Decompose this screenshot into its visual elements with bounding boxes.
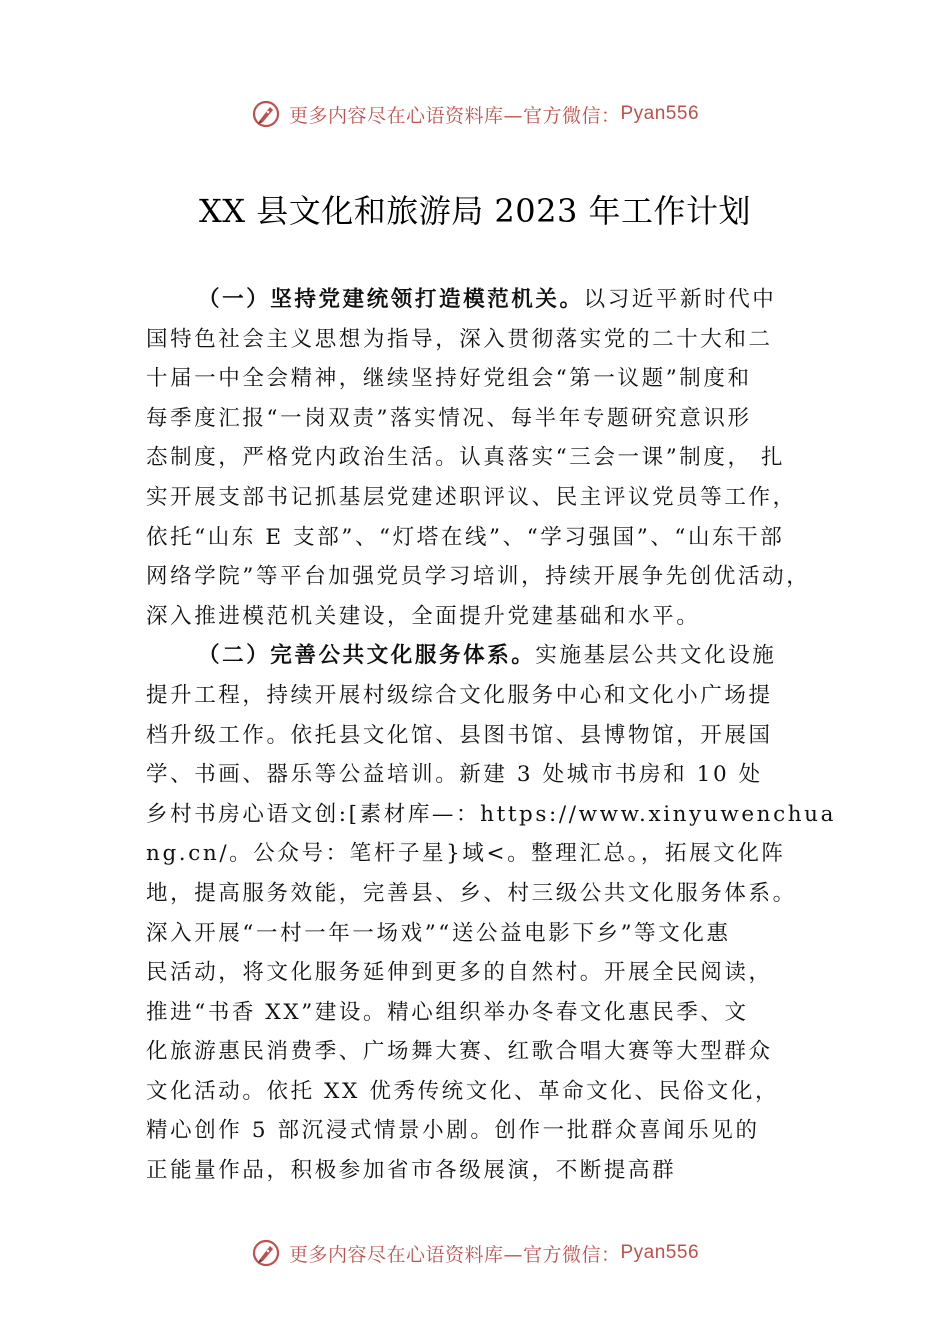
text-line: 国特色社会主义思想为指导，深入贯彻落实党的二十大和二 bbox=[146, 326, 773, 352]
text-line: 档升级工作。依托县文化馆、县图书馆、县博物馆，开展国 bbox=[146, 722, 773, 748]
text-line: 实开展支部书记抓基层党建述职评议、民主评议党员等工作， bbox=[146, 484, 797, 510]
text-line: 深入开展“一村一年一场戏”“送公益电影下乡”等文化惠 bbox=[146, 920, 731, 946]
text-line: 深入推进模范机关建设，全面提升党建基础和水平。 bbox=[146, 603, 701, 629]
banner-text: 更多内容尽在心语资料库—官方微信： bbox=[288, 104, 621, 127]
text-line: 网络学院”等平台加强党员学习培训，持续开展争先创优活动， bbox=[146, 564, 811, 590]
document-body bbox=[146, 280, 837, 1191]
banner-text: 更多内容尽在心语资料库—官方微信： bbox=[288, 1243, 621, 1266]
section-2-heading: （二）完善公共文化服务体系。 bbox=[198, 643, 536, 669]
text-line: 每季度汇报“一岗双责”落实情况、每半年专题研究意识形 bbox=[146, 405, 752, 431]
banner-wechat-id: Pyan556 bbox=[620, 103, 700, 124]
document-title: XX 县文化和旅游局 2023 年工作计划 bbox=[198, 192, 752, 230]
text-line: 民活动，将文化服务延伸到更多的自然村。开展全民阅读， bbox=[146, 960, 773, 986]
text-line: 地，提高服务效能，完善县、乡、村三级公共文化服务体系。 bbox=[146, 880, 797, 906]
section-2-first-line bbox=[146, 636, 826, 676]
text-line: 学、书画、器乐等公益培训。新建 3 处城市书房和 10 处 bbox=[146, 762, 763, 788]
text-line: 推进“书香 XX”建设。精心组织举办冬春文化惠民季、文 bbox=[146, 999, 749, 1025]
section-1-first-line-text: 以习近平新时代中 bbox=[583, 287, 777, 312]
section-1-heading: （一）坚持党建统领打造模范机关。 bbox=[198, 287, 584, 312]
text-line: 态制度，严格党内政治生活。认真落实“三会一课”制度， 扎 bbox=[146, 445, 786, 471]
text-line: 十届一中全会精神，继续坚持好党组会“第一议题”制度和 bbox=[146, 366, 752, 392]
text-line: ng.cn/。公众号：笔杆子星}域<。整理汇总。，拓展文化阵 bbox=[146, 841, 786, 867]
header-watermark-banner bbox=[0, 94, 950, 134]
text-line: 化旅游惠民消费季、广场舞大赛、红歌合唱大赛等大型群众 bbox=[146, 1039, 773, 1065]
pen-nib-logo-icon bbox=[251, 99, 281, 129]
banner-wechat-id: Pyan556 bbox=[620, 1242, 700, 1263]
text-line: 精心创作 5 部沉浸式情景小剧。创作一批群众喜闻乐见的 bbox=[146, 1118, 760, 1144]
text-line: 提升工程，持续开展村级综合文化服务中心和文化小广场提 bbox=[146, 682, 773, 708]
text-line: 乡村书房心语文创:[素材库—：https://www.xinyuwenchua bbox=[146, 801, 837, 827]
section-1-first-line bbox=[146, 280, 826, 320]
footer-watermark-banner bbox=[0, 1233, 950, 1273]
text-line: 文化活动。依托 XX 优秀传统文化、革命文化、民俗文化， bbox=[146, 1078, 780, 1104]
text-line: 依托“山东 E 支部”、“灯塔在线”、“学习强国”、“山东干部 bbox=[146, 524, 785, 550]
section-2-first-line-text: 实施基层公共文化设施 bbox=[535, 643, 777, 669]
pen-nib-logo-icon bbox=[251, 1238, 281, 1268]
text-line: 正能量作品，积极参加省市各级展演，不断提高群 bbox=[146, 1158, 677, 1184]
